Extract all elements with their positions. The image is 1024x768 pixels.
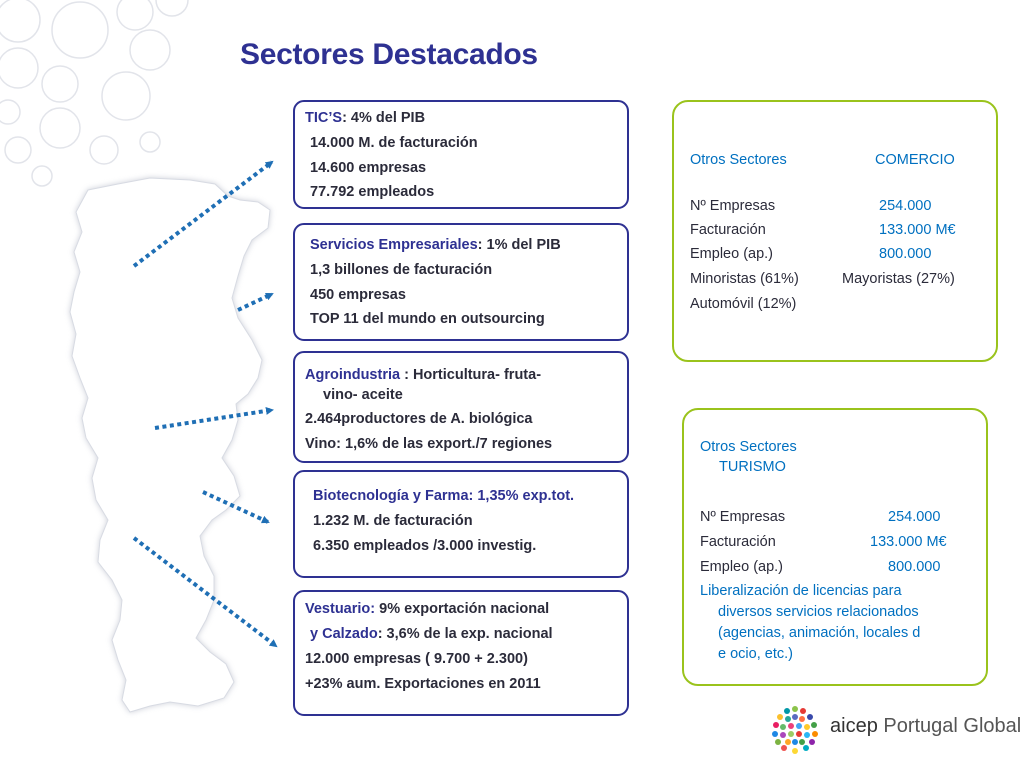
comercio-mayoristas: Mayoristas (27%) bbox=[842, 271, 955, 287]
agro-vino: Vino: 1,6% de las export./7 regiones bbox=[305, 436, 553, 452]
comercio-empresas-value: 254.000 bbox=[879, 198, 932, 214]
turismo-facturacion-label: Facturación bbox=[700, 534, 776, 550]
servicios-facturacion: 1,3 billones de facturación bbox=[310, 262, 493, 278]
turismo-facturacion-value: 133.000 M€ bbox=[870, 534, 947, 550]
comercio-empresas-label: Nº Empresas bbox=[690, 198, 776, 214]
background-circles bbox=[0, 0, 188, 186]
tic-empresas: 14.600 empresas bbox=[310, 160, 427, 176]
vest-export: 9% exportación nacional bbox=[375, 601, 550, 617]
servicios-name: Servicios Empresariales bbox=[310, 237, 478, 253]
comercio-empleo-label: Empleo (ap.) bbox=[690, 246, 774, 262]
comercio-label: Otros Sectores bbox=[690, 152, 787, 168]
turismo-sector: TURISMO bbox=[719, 459, 786, 475]
aicep-logo-text bbox=[830, 715, 1021, 738]
agro-activities: : Horticultura- fruta- bbox=[400, 367, 542, 383]
vest-calzado bbox=[310, 626, 553, 642]
tic-name: TIC’S bbox=[305, 110, 343, 126]
tic-heading bbox=[305, 110, 425, 126]
turismo-lib-4: e ocio, etc.) bbox=[718, 646, 793, 662]
bio-heading bbox=[313, 488, 574, 504]
agro-productores: 2.464productores de A. biológica bbox=[305, 411, 533, 427]
turismo-empresas-value: 254.000 bbox=[888, 509, 941, 525]
tic-empleados: 77.792 empleados bbox=[310, 184, 435, 200]
arrow-servicios bbox=[238, 294, 272, 310]
servicios-empresas: 450 empresas bbox=[310, 287, 406, 303]
tic-facturacion: 14.000 M. de facturación bbox=[310, 135, 478, 151]
turismo-empresas-label: Nº Empresas bbox=[700, 509, 786, 525]
tic-share: : 4% del PIB bbox=[342, 110, 426, 126]
vest-aumento: +23% aum. Exportaciones en 2011 bbox=[305, 676, 541, 692]
comercio-facturacion-label: Facturación bbox=[690, 222, 766, 238]
turismo-empleo-value: 800.000 bbox=[888, 559, 941, 575]
logo-name: Portugal Global bbox=[883, 715, 1022, 737]
bio-facturacion: 1.232 M. de facturación bbox=[313, 513, 473, 529]
comercio-facturacion-value: 133.000 M€ bbox=[879, 222, 956, 238]
bio-name: Biotecnología y Farma bbox=[313, 488, 469, 504]
comercio-automovil: Automóvil (12%) bbox=[690, 296, 797, 312]
turismo-lib-3: (agencias, animación, locales d bbox=[718, 625, 921, 641]
servicios-heading bbox=[310, 237, 561, 253]
servicios-share: : 1% del PIB bbox=[477, 237, 561, 253]
comercio-empleo-value: 800.000 bbox=[879, 246, 932, 262]
calzado-name: y Calzado bbox=[310, 626, 378, 642]
logo-brand: aicep bbox=[830, 715, 878, 737]
turismo-empleo-label: Empleo (ap.) bbox=[700, 559, 784, 575]
comercio-sector: COMERCIO bbox=[875, 152, 955, 168]
turismo-label: Otros Sectores bbox=[700, 439, 797, 455]
agro-name: Agroindustria bbox=[305, 367, 401, 383]
comercio-minoristas: Minoristas (61%) bbox=[690, 271, 799, 287]
turismo-lib-1: Liberalización de licencias para bbox=[700, 583, 902, 599]
agro-heading bbox=[305, 367, 541, 383]
bio-empleados: 6.350 empleados /3.000 investig. bbox=[313, 538, 537, 554]
vest-empresas: 12.000 empresas ( 9.700 + 2.300) bbox=[305, 651, 528, 667]
portugal-map bbox=[70, 178, 270, 712]
bio-share: : 1,35% exp.tot. bbox=[468, 488, 575, 504]
page-title: Sectores Destacados bbox=[240, 38, 538, 71]
calzado-export: : 3,6% de la exp. nacional bbox=[377, 626, 553, 642]
aicep-logo-icon bbox=[770, 705, 820, 755]
agro-activities-cont: vino- aceite bbox=[323, 387, 403, 403]
servicios-outsourcing: TOP 11 del mundo en outsourcing bbox=[310, 311, 545, 327]
vest-heading bbox=[305, 601, 549, 617]
turismo-lib-2: diversos servicios relacionados bbox=[718, 604, 919, 620]
vest-name: Vestuario: bbox=[305, 601, 376, 617]
